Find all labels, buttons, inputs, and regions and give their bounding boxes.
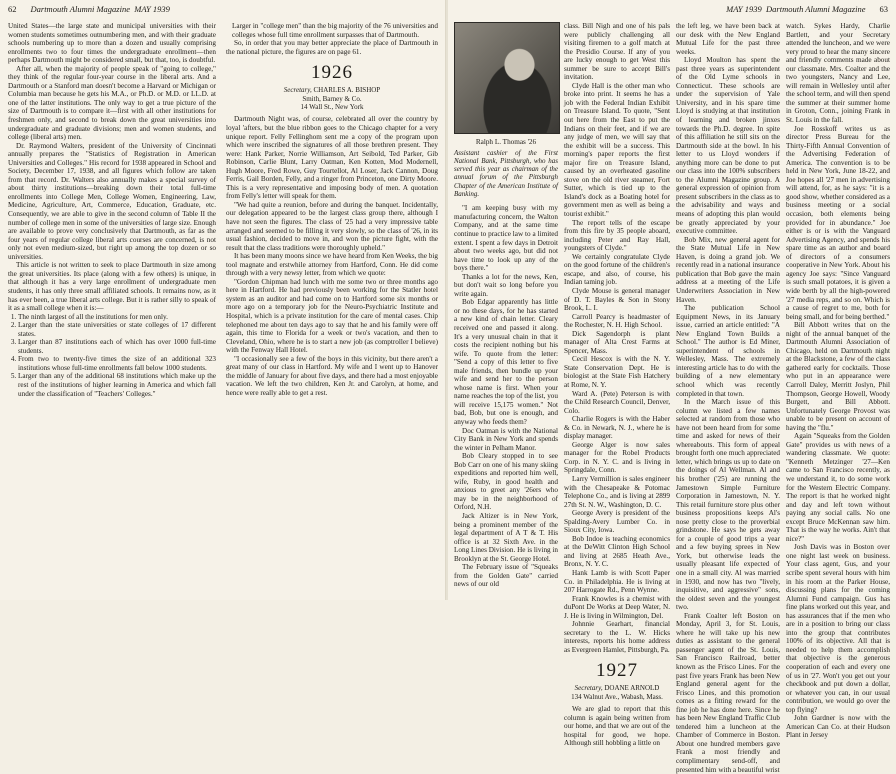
right-column-3 bbox=[676, 22, 780, 774]
paragraph: Dartmouth Night was, of course, celebrated all over the country by loyal 'afters, but the blue ribbon goes to the Chicago chapter for a very unique report. Felly Fellinghom sent me a copy of the program upon which were inscribed the signatures of all those brethren present. They were: Hank Parker, Norrie Williamson, Art Seibold, Ted Parker, Gib Robinson, Carlie Blunt, Larry Oatman, Ken Kotten, Mod Modernell, Hugh Moore, Fred Rowe, Guy Tourtellot, Al Loser, Jack Cannon, Doug Ferris, Gail Borden, Felly, and a ringer from Princeton, one Dirty Moore. This is a very representative and imposing body of men. A quotation from Felly's letter will speak for them. bbox=[226, 115, 438, 201]
paragraph: Charlie Rogers is with the Haber & Co. in Newark, N. J., where he is display manager. bbox=[564, 415, 670, 441]
paragraph: Again "Squeaks from the Golden Gate" provides us with news of a wandering classmate. We quote: "Kenneth Metzinger '27—Ken came to San Francisco recently, as we understand it, to do some work for the Western Electric Company. The report is that he worked night and day and left town without paying any social calls. No one except Bruce McKennan saw him. That is the way he works. Ain't that nice?" bbox=[786, 432, 890, 543]
paragraph: George Avery is president of the Spalding-Avery Lumber Co. in Sioux City, Iowa. bbox=[564, 509, 670, 535]
secretary-line bbox=[226, 86, 438, 94]
paragraph: Johnnie Gearhart, financial secretary to the L. W. Hicks interests, reports his home address as Evergreen Hamlet, Pittsburgh, Pa. bbox=[564, 620, 670, 654]
secretary-name: DOANE ARNOLD bbox=[604, 684, 660, 693]
paragraph: Bob Cleary stopped in to see Bob Carr on one of his many skiing expeditions and reported him well, wife, Ruby, in good health and anxious to greet any '26ers who may be in the neighborhood of Orford, N.H. bbox=[454, 452, 558, 512]
paragraph: watch. Sykes Hardy, Charlie Bartlett, and your Secretary attended the luncheon, and we were very proud to hear the many sincere and friendly comments made about our classmate. Mrs. Coalter and the two youngsters, Nancy and Lee, will remain in Wellesley until after the school term, and will then spend the summer at their summer home in Groton, Conn., joining Frank in St. Louis in the fall. bbox=[786, 22, 890, 125]
paragraph: Ward A. (Pete) Peterson is with the Child Research Council, Denver, Colo. bbox=[564, 389, 670, 415]
paragraph: Cecil Hescox is with the N. Y. State Conservation Dept. He is biologist at the State Fish Hatchery at Rome, N. Y. bbox=[564, 355, 670, 389]
paragraph: Frank Knowles is a chemist with duPont De Works at Deep Water, N. J. He is living in Wilmington, Del. bbox=[564, 594, 670, 620]
left-page bbox=[0, 0, 446, 600]
paragraph: Joe Rosskoff writes us as director Press Bureau for the Thirty-Fifth Annual Convention of the Advertising Federation of America. The convention is to be held in New York, June 18-22, and Joe hopes all '27 men in advertising will attend, for, as he says: "it is a good show, whether considered as a business meeting or a social occasion, both elements being provided for in abundance." Joe either is or is with the Vanguard Advertising Agency, and spends his spare time as an author and board of directors of a consumers cooperative in New York. About his agency Joe says: "Since Vanguard is such small potatoes, it is given a wide berth by all the high-powered '27 media reps, and so on. Which is a cause of regret to me, both for being small, and for being berthed." bbox=[786, 124, 890, 321]
paragraph: John Gardner is now with the American Can Co. at their Hudson Plant in Jersey bbox=[786, 714, 890, 740]
left-running-head bbox=[8, 4, 170, 14]
paragraph: Lloyd Moulton has spent the past three years as superintendent of the Old Lyme schools in Connecticut. These schools are under the supervision of Yale University, and in his spare time Lloyd is studying at that institution of learning and broken jinxes towards the Ph.D. degree. In spite of this affiliation he still sits on the Dartmouth side at the bowl. In his letter to us Lloyd wonders if anything more can be done to put our class into the 100% subscribers to the Alumni Magazine group. A general expression of opinion from present subscribers in the class as to the advisability and ways and means of adopting this plan would be greatly appreciated by your executive committee. bbox=[676, 56, 780, 236]
paragraph: We are glad to report that this column is again being written from our home, and that we are out of the hospital for good, we hope. Although still hobbling a little on bbox=[564, 705, 670, 748]
portrait-photo bbox=[454, 22, 560, 134]
paragraph: Clyde Hall is the other man who broke into print. It seems he has a job with the Federal Indian Exhibit on Treasure Island. To quote, "Sent out here from the East to put the Indians on their feet, and if we are any judge of men, we will say that the exhibit will be a success. This morning's paper reports the first major fire on Treasure Island, caused by an overheated gasoline stove on the old river steamer, Fort Sutter, which is tied up to the Island's dock as a Boating hotel for government men as well as being a tourist exhibit." bbox=[564, 81, 670, 219]
paragraph: After all, when the majority of people speak of "going to college," they think of the regular four-year course in the liberal arts. And a Dartmouth or a Stanford man doesn't become a Harvard or Michigan or Columbia man because he gets his M.A., or Ph.D. or M.D. or LL.D. at one of the latter institutions. The only way to get a true picture of the size of Dartmouth is to compare it—first with all other institutions for freshmen only, and second to break down the great universities into undergraduate and graduate divisions; men and women students, and college (liberal arts) men. bbox=[8, 64, 216, 142]
left-page-number: 62 bbox=[8, 4, 17, 14]
address-line: Smith, Barney & Co. bbox=[302, 94, 362, 103]
paragraph: The February issue of "Squeaks from the Golden Gate" carried news of our old bbox=[454, 563, 558, 589]
list-item: 3. Larger than 87 institutions each of which has over 1000 full-time students. bbox=[18, 338, 216, 355]
paragraph: Larry Vermillion is sales engineer with the Chesapeake & Potomac Telephone Co., and is living at 2899 27th St. N. W., Washington, D. C. bbox=[564, 474, 670, 509]
paragraph: Dr. Raymond Walters, president of the University of Cincinnati annually prepares the "Statistics of Registration in American Universities and Colleges." His record for 1938 appeared in School and Society, December 17, 1938, and all figures which follow are taken from that record. Dr. Walters also annually makes a special survey of about thirty institutions—breaking down their total full-time enrollments into College Men, College Women, Engineering, Law, Medicine, Agriculture, Art, Commerce, Education, Graduate, etc. Consequently, we are able to give in the second column of Table II the number of college men in some of the universities of large size. Enough are available to prove very conclusively that Dartmouth, as far as the four years of regular college liberal arts courses are concerned, is not only not even medium-sized, but right up among the top dozen or so universities. bbox=[8, 141, 216, 261]
class-year-heading: 1926 bbox=[311, 62, 353, 84]
paragraph: The report tells of the escape from this fire by 35 people aboard, including Peter and Ray Hall, youngsters of Clyde." bbox=[564, 218, 670, 253]
paragraph: Dick Sagendorph is plant manager of Alta Crest Farms at Spencer, Mass. bbox=[564, 329, 670, 355]
paragraph: "I am keeping busy with my manufacturing concern, the Walton Company, and at the same time continue to practice law to a limited extent. I spent a few days in Detroit about two weeks ago, but did not have time to look up any of the boys there." bbox=[454, 204, 558, 273]
left-issue-date: MAY 1939 bbox=[134, 4, 170, 14]
paragraph: Bob Edgar apparently has little or no these days, for he has started a new kind of chain letter. Cleary received one and passed it along. It's a very unusual chain in that it costs the recipient nothing but his wife. To quote from the letter: "Send a copy of this letter to five male friends, then bundle up your wife and send her to the person whose name is first. When your name reaches the top of the list, you will receive 15,175 women." Not bad, Bob, but one is enough, and anyway who feeds them? bbox=[454, 298, 558, 426]
secretary-label: Secretary, bbox=[283, 86, 312, 95]
paragraph: Bob Indoe is teaching economics at the DeWitt Clinton High School and living at 2685 Heath Ave., Bronx, N. Y. C. bbox=[564, 534, 670, 569]
paragraph: Thanks a lot for the news, Ken, but don't wait so long before you write again. bbox=[454, 272, 558, 298]
paragraph: Josh Davis was in Boston over one night last week on business. Your class agent, Gus, and your scribe spent several hours with him in his room at the Parker House, discussing plans for the coming Alumni Fund campaign. Gus has fine plans worked out this year, and has assurances that if the men who are in a position to bring our class into the group that contributes 100% of its objective. All that is needed to help them accomplish that objective is the generous cooperation of each and every one of us in '27. Won't you get out your checkbook and put down a dollar, or whatever you can, in our usual contribution, we would go over the top flying? bbox=[786, 543, 890, 714]
paragraph: This article is not written to seek to place Dartmouth in size among the great universities. Its place (along with a few others) is unique, in that although it has a very large enrollment of undergraduate men students, it has only three small affiliated schools. It remains now, as it has ever been, a true liberal arts college. But it is rather silly to speak of it as a small college when it is:— bbox=[8, 261, 216, 313]
paragraph: Larger in "college men" than the big majority of the 76 universities and colleges whose full time enrollment surpasses that of Dartmouth. bbox=[232, 22, 438, 39]
paragraph: Bill Abbott writes that on the night of the annual banquet of the Dartmouth Alumni Association of Chicago, held on Dartmouth night at the Blackstone, a few of the class gathered early for cocktails. Those who put in an appearance were Carroll Daley, Merritt Joslyn, Phil Thompson, George Howell, Woody Burgett, and Bill Abbott. Unfortunately George Provost was unable to be present on account of having the "flu." bbox=[786, 321, 890, 432]
secretary-label: Secretary, bbox=[574, 684, 603, 693]
list-item: 2. Larger than the state universities or state colleges of 17 different states. bbox=[18, 321, 216, 338]
secretary-address bbox=[226, 95, 438, 112]
paragraph: class. Bill Nigh and one of his pals were publicly challenging all visiting firemen to a golf match at the Presidio Course. If any of you are lucky enough to get West this summer be sure to accept Bill's invitation. bbox=[564, 22, 670, 82]
paragraph: Jack Altizer is in New York, being a prominent member of the legal department of A T & T. His office is at 32 Sixth Ave. in the Long Lines Division. He is living in Brooklyn at the St. George Hotel. bbox=[454, 512, 559, 563]
size-facts-list bbox=[8, 313, 216, 398]
address-line: 14 Wall St., New York bbox=[300, 103, 364, 111]
right-column-1 bbox=[454, 22, 558, 589]
right-page bbox=[448, 0, 896, 774]
paragraph: Doc Oatman is with the National City Bank in New York and spends the winter in Pelham Manor. bbox=[454, 426, 558, 452]
list-item: 5. Larger than any of the additional 68 institutions which make up the rest of the institutions of higher learning in America and which fall under the classification of "Teachers' Colleges." bbox=[18, 372, 216, 398]
right-column-4 bbox=[786, 22, 890, 740]
paragraph: The publication School Equipment News, in its January issue, carried an article entitled: "A New England Town Builds a School." The author is Ed Miner, superintendent of schools in Wellesley, Mass. The extremely interesting article has to do with the building of a new elementary school which was recently completed in that town. bbox=[676, 304, 780, 398]
paragraph: "We had quite a reunion, before and during the banquet. Incidentally, our delegation appeared to be the largest class group there, although I have not seen the figures. The class of '25 had a very impressive table arranged and seemed to be filling it very slowly, so the class of '26, in its usual fashion, decided to move in, and won the picture fight, with the result that the class traditions were thoroughly upheld." bbox=[226, 200, 438, 252]
secretary-address bbox=[564, 693, 670, 701]
left-column-2 bbox=[226, 22, 438, 397]
paragraph: In the March issue of this column we listed a few names selected at random from those who have not been heard from for some time and asked for news of their whereabouts. This form of appeal brought forth one much appreciated letter, which brings us up to date on the doings of Al Wellman. Al and his brother ('25) are running the Jamestown Simple Furniture Corporation in Jamestown, N. Y. This retail furniture store plus other business propositions keeps Al's nose pretty close to the proverbial grindstone. He says he gets away for a couple of good trips a year and a few buying sprees in New York, but otherwise leads the usually pleasant life expected of one in a small city. Al was married in 1930, and now has two "lively, inquisitive, and aggressive" sons, the oldest seven and the youngest two. bbox=[676, 398, 780, 612]
list-item: 1. The ninth largest of all the institutions for men only. bbox=[18, 313, 216, 322]
secretary-name: CHARLES A. BISHOP bbox=[313, 86, 381, 95]
photo-caption-name: Ralph L. Thomas '26 bbox=[475, 138, 537, 146]
paragraph: the left leg, we have been back at our desk with the New England Mutual Life for the past three weeks. bbox=[676, 22, 780, 56]
left-column-1 bbox=[8, 22, 216, 398]
right-issue-date: MAY 1939 bbox=[726, 4, 762, 14]
photo-caption: Assistant cashier of the First National Bank, Pittsburgh, who has served this year as chairman of the annual forum of the Pittsburgh Chapter of the American Institute of Banking. bbox=[454, 148, 558, 199]
class-year-heading: 1927 bbox=[596, 660, 638, 682]
paragraph: Carroll Pearcy is headmaster of the Rochester, N. H. High School. bbox=[564, 312, 670, 330]
list-item: 4. From two to twenty-five times the size of an additional 323 institutions whose full-time enrollments fall below 1000 students. bbox=[18, 355, 216, 372]
paragraph: "Gordon Chipman had lunch with me some two or three months ago here in Hartford. He had previously been working for the Statler hotel system as an auditor and had come on to Hartford some six months or more ago on a temporary job for the Neuro-Psychiatric Institute and Hospital, which is a private institution for the care of mental cases. Chip telephoned me about ten days ago to say that he and his family were off again, this time to Florida for a week or two's vacation, and then to Cleveland, Ohio, where he is to start a new job (as comptroller I believe) with the Fenway Hall Hotel. bbox=[226, 277, 438, 355]
paragraph: Hank Lamb is with Scott Paper Co. in Philadelphia. He is living at 207 Harrogate Rd., Penn Wynne. bbox=[564, 569, 670, 595]
left-publication-title: Dartmouth Alumni Magazine bbox=[30, 4, 130, 14]
paragraph: Bob Mix, new general agent for the State Mutual Life in New Haven, is doing a grand job. We recently read in a national insurance publication that Bob gave the main address at a meeting of the Life Underwriters Association in New Haven. bbox=[676, 235, 780, 304]
paragraph: United States—the large state and municipal universities with their women students sometimes outnumbering men, and with their graduate schools numbering up to more than a dozen and usually comprising enrollments two to four times the undergraduate enrollment—then perhaps Dartmouth might be considered small, but that, too, is doubtful. bbox=[8, 22, 216, 65]
paragraph: It has been many moons since we have heard from Ken Weeks, the big tool magnate and erstwhile attorney from Hartford, Conn. He did come through with a very newsy letter, from which we quote: bbox=[226, 252, 438, 278]
paragraph: So, in order that you may better appreciate the place of Dartmouth in the national picture, the figures are on page 61. bbox=[226, 39, 438, 56]
right-column-2 bbox=[564, 22, 670, 748]
secretary-line bbox=[564, 684, 670, 692]
paragraph: George Alger is now sales manager for the Robel Products Corp. in N. Y. C. and is living in Springdale, Conn. bbox=[564, 440, 670, 475]
right-page-number: 63 bbox=[879, 4, 888, 14]
paragraph: "I occasionally see a few of the boys in this vicinity, but there aren't a great many of our class in Hartford. My wife and I went up to Hanover the middle of January for about five days, and there had a most enjoyable vacation. We left the two children, Ken Jr. and Carolyn, at home, and hence were really able to get a rest. bbox=[226, 354, 438, 397]
address-line: 134 Walnut Ave., Wabash, Mass. bbox=[571, 692, 663, 701]
paragraph: Frank Coalter left Boston on Monday, April 3, for St. Louis, where he will take up his new duties as assistant to the general passenger agent of the St. Louis, San Francisco Railroad, better known as the Frisco Lines. For the past five years Frank has been New England general agent for the Frisco Lines, and this promotion comes as a fitting reward for the fine job he has done here. Since he has been New England Traffic Club tendered him a luncheon at the Chamber of Commerce in Boston. About one hundred members gave Frank a most friendly and complimentary send-off, and presented him with a beautiful wrist bbox=[676, 611, 780, 774]
paragraph: Clyde Mouse is general manager of D. T. Bayles & Son in Stony Brook, L. I. bbox=[564, 286, 670, 313]
right-publication-title: Dartmouth Alumni Magazine bbox=[766, 4, 866, 14]
right-running-head bbox=[726, 4, 888, 14]
paragraph: We certainly congratulate Clyde on the good fortune of the children's escape, and also, of course, his Indian taming job. bbox=[564, 252, 670, 287]
